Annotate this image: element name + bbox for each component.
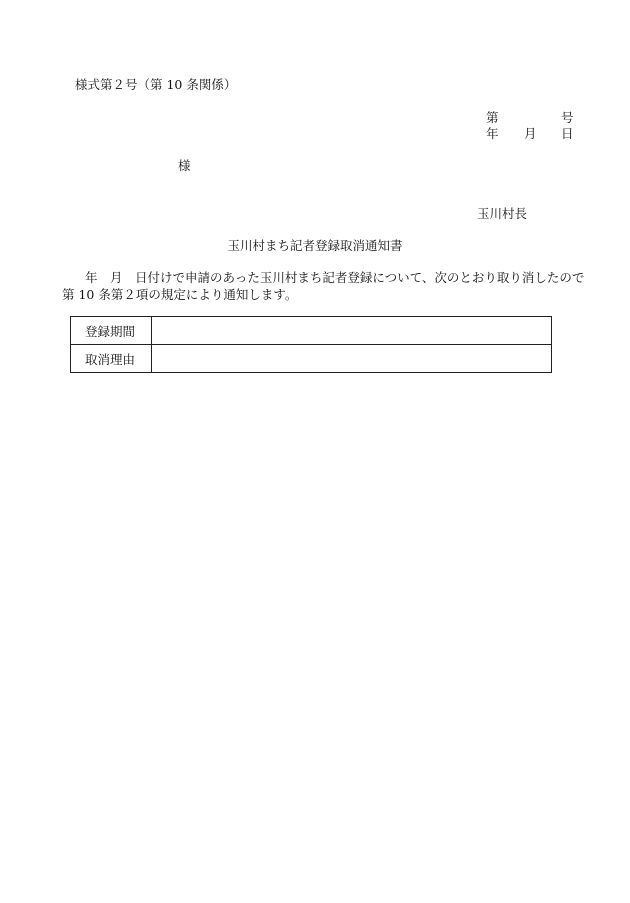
table-row-cancellation-reason xyxy=(71,345,552,373)
date-month-label: 月 xyxy=(524,126,537,141)
cancellation-reason-value xyxy=(152,345,552,373)
table-row-registration-period xyxy=(71,317,552,345)
issue-number-suffix: 号 xyxy=(561,110,574,125)
detail-table xyxy=(70,316,552,373)
body-line-1: 年 月 日付けで申請のあった玉川村まち記者登録について、次のとおり取り消したので xyxy=(85,270,585,285)
body-text xyxy=(62,269,592,303)
registration-period-value xyxy=(152,317,552,345)
form-number: 様式第２号（第 10 条関係） xyxy=(75,77,237,92)
registration-period-label: 登録期間 xyxy=(71,317,152,345)
date-day-label: 日 xyxy=(561,126,574,141)
addressee-honorific: 様 xyxy=(178,158,191,173)
body-line-2: 第 10 条第２項の規定により通知します。 xyxy=(62,287,298,302)
date-year-label: 年 xyxy=(486,126,499,141)
issue-number-prefix: 第 xyxy=(486,110,499,125)
document-title: 玉川村まち記者登録取消通知書 xyxy=(227,238,403,253)
sender-name: 玉川村長 xyxy=(477,206,528,221)
cancellation-reason-label: 取消理由 xyxy=(71,345,152,373)
